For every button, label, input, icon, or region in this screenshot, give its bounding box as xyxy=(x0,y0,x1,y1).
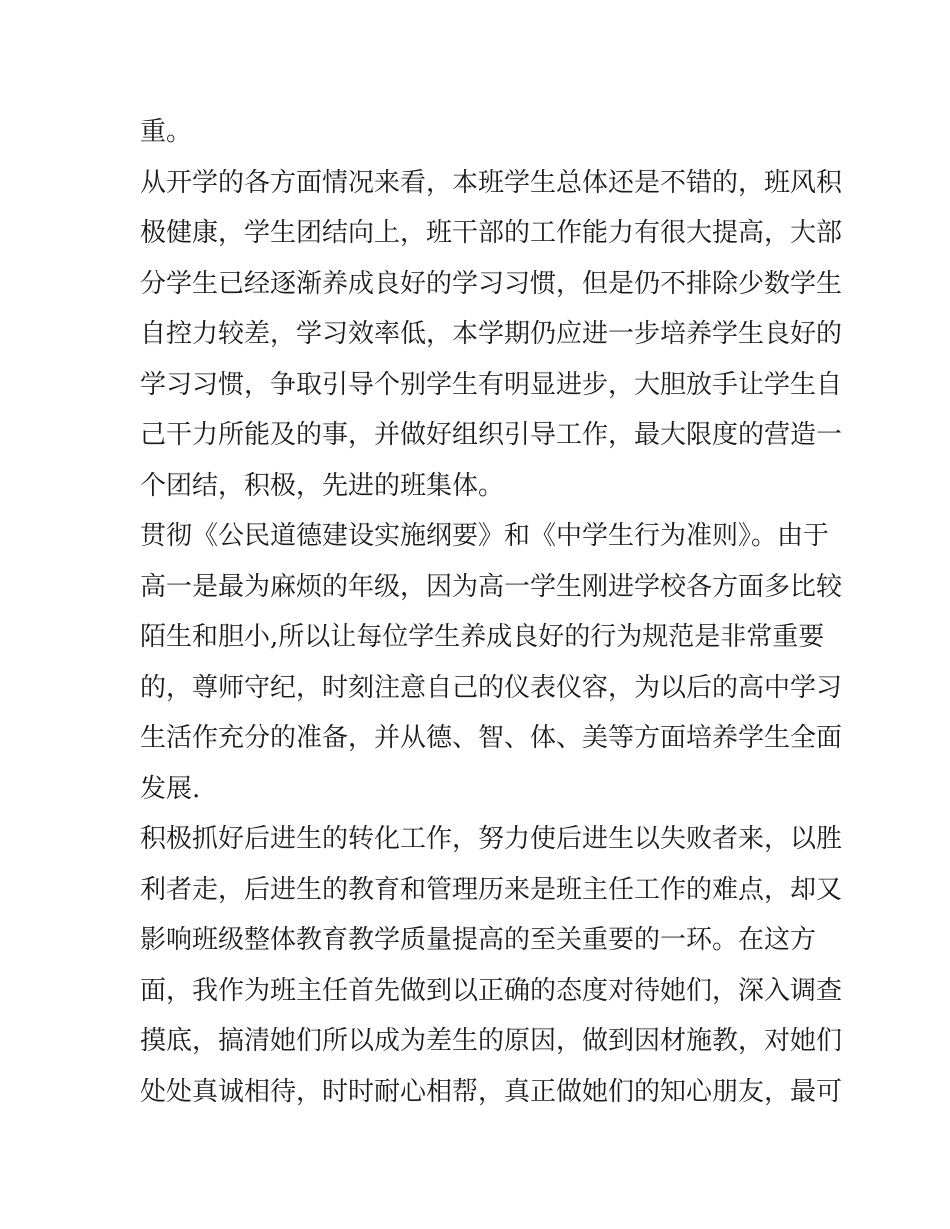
document-body xyxy=(140,107,843,1117)
text-line: 生活作充分的准备，并从德、智、体、美等方面培养学生全面 xyxy=(140,723,843,753)
text-line: 自控力较差，学习效率低，本学期仍应进一步培养学生良好的 xyxy=(140,319,843,349)
text-line: 面，我作为班主任首先做到以正确的态度对待她们，深入调查 xyxy=(140,975,843,1006)
text-line: 摸底，搞清她们所以成为差生的原因，做到因材施教，对她们 xyxy=(140,1026,843,1056)
text-line: 积极抓好后进生的转化工作，努力使后进生以失败者来，以胜 xyxy=(140,824,843,854)
text-line: 高一是最为麻烦的年级，因为高一学生刚进学校各方面多比较 xyxy=(140,571,843,602)
text-line: 处处真诚相待，时时耐心相帮，真正做她们的知心朋友，最可 xyxy=(140,1076,843,1107)
text-line: 贯彻《公民道德建设实施纲要》和《中学生行为准则》。由于 xyxy=(140,521,830,551)
text-line: 利者走，后进生的教育和管理历来是班主任工作的难点，却又 xyxy=(140,874,843,905)
text-line: 个团结，积极，先进的班集体。 xyxy=(140,470,505,501)
text-line: 影响班级整体教育教学质量提高的至关重要的一环。在这方 xyxy=(140,925,817,955)
text-line: 从开学的各方面情况来看，本班学生总体还是不错的，班风积 xyxy=(140,167,843,198)
text-line: 分学生已经逐渐养成良好的学习习惯，但是仍不排除少数学生 xyxy=(140,268,843,299)
text-line: 己干力所能及的事，并做好组织引导工作，最大限度的营造一 xyxy=(140,420,843,450)
text-line: 重。 xyxy=(140,117,193,147)
text-line: 极健康，学生团结向上，班干部的工作能力有很大提高，大部 xyxy=(140,218,843,248)
text-line: 学习习惯，争取引导个别学生有明显进步，大胆放手让学生自 xyxy=(140,369,843,400)
text-line: 发展. xyxy=(140,773,201,804)
text-line: 的，尊师守纪，时刻注意自己的仪表仪容，为以后的高中学习 xyxy=(140,672,843,703)
text-line: 陌生和胆小,所以让每位学生养成良好的行为规范是非常重要 xyxy=(140,622,825,652)
